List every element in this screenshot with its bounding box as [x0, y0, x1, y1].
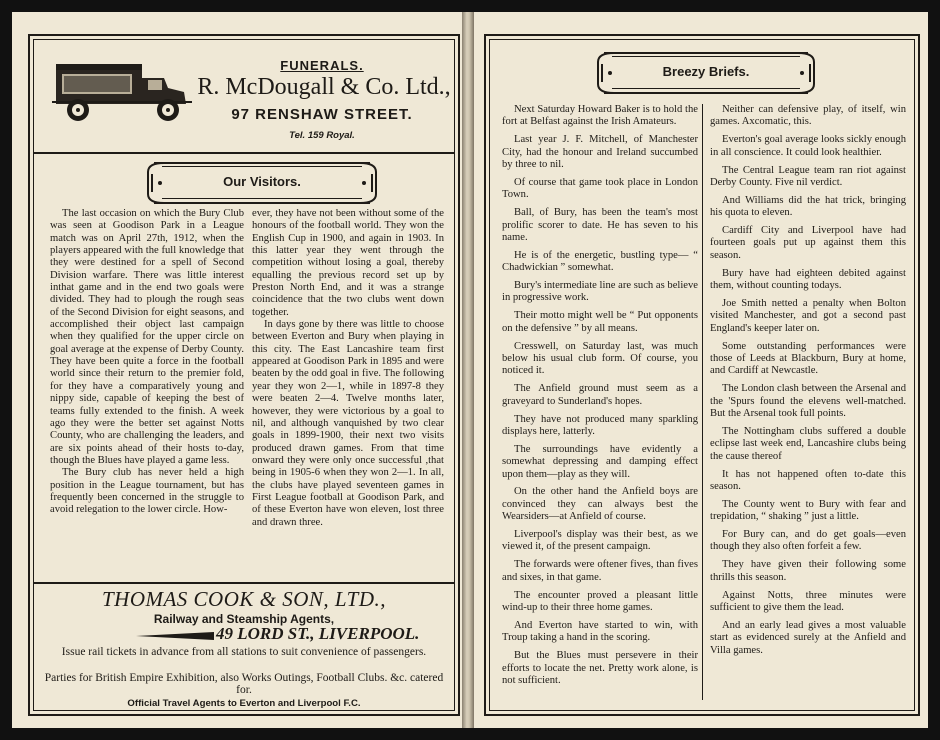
- cook-company: THOMAS COOK & SON, LTD.,: [101, 587, 387, 611]
- our-visitors-banner: [144, 160, 380, 206]
- cook-line-2: Parties for British Empire Exhibition, also Works Outings, Football Clubs. &c. catered for.: [44, 672, 444, 696]
- brief-item: Cardiff City and Liverpool have had fourteen goals put up against them this season.: [710, 225, 906, 261]
- funerals-company: R. McDougall & Co. Ltd.,: [197, 74, 451, 100]
- pennant-icon: [136, 629, 214, 641]
- brief-item: On the other hand the Anfield boys are convinced they can always best the Wearsiders—at Anfield of course.: [502, 486, 698, 523]
- funerals-address: 97 RENSHAW STREET.: [231, 106, 413, 123]
- paragraph: The Bury club has never held a high position in the League tournament, but has frequently been concerned in the struggle to avoid relegation to the lower circle. How-: [50, 467, 244, 516]
- cook-address: 49 LORD ST., LIVERPOOL.: [216, 624, 420, 643]
- brief-item: Joe Smith netted a penalty when Bolton visited Manchester, and got a second past England's keeper later on.: [710, 298, 906, 334]
- brief-item: And an early lead gives a most valuable start as evidenced surely at the Anfield and Villa games.: [710, 619, 906, 656]
- page-gutter: [462, 12, 474, 728]
- brief-item: Ball, of Bury, has been the team's most prolific scorer to date. He has seven to his name.: [502, 207, 698, 243]
- brief-item: The forwards were oftener fives, than fives and sixes, in that game.: [502, 559, 698, 583]
- cook-line-1: Issue rail tickets in advance from all stations to suit convenience of passengers.: [61, 646, 427, 658]
- funerals-tel: Tel. 159 Royal.: [289, 130, 355, 141]
- brief-item: Liverpool's display was their best, as we viewed it, of the present campaign.: [502, 529, 698, 553]
- brief-item: Bury's intermediate line are such as believe in progressive work.: [502, 280, 698, 304]
- column-rule: [702, 104, 703, 700]
- brief-item: The Nottingham clubs suffered a double eclipse last week end, Lancashire clubs being the cause thereof: [710, 425, 906, 462]
- brief-item: Bury have had eighteen debited against them, without counting todays.: [710, 267, 906, 292]
- our-visitors-column-1: [50, 208, 244, 578]
- brief-item: Some outstanding performances were those of Leeds at Blackburn, Bury at home, and Cardiff at Newcastle.: [710, 340, 906, 377]
- brief-item: The London clash between the Arsenal and the 'Spurs found the elevens well-matched. But the Arsenal took full points.: [710, 383, 906, 419]
- ad-divider: [34, 152, 454, 154]
- paragraph: ever, they have not been without some of the honours of the football world. They won the English Cup in 1900, and again in 1903. In this latter year they went through the competition without losing a goal, thereby equalling the previous record set up by Preston North End, and it was a strange coincidence that the two clubs went down together.: [252, 208, 444, 318]
- cook-divider: [34, 582, 454, 584]
- brief-item: The encounter proved a pleasant little wind-up to their three home games.: [502, 589, 698, 613]
- funerals-heading: FUNERALS.: [280, 58, 364, 73]
- brief-item: The surroundings have evidently a somewhat depressing and damping effect upon them—play as they will.: [502, 443, 698, 480]
- brief-item: Last year J. F. Mitchell, of Manchester City, had the honour and Ireland succumbed by three to nil.: [502, 134, 698, 170]
- brief-item: Cresswell, on Saturday last, was much below his usual club form. Of course, you noticed it.: [502, 340, 698, 377]
- brief-item: Their motto might well be “ Put opponents on the defensive ” by all means.: [502, 310, 698, 334]
- brief-item: Next Saturday Howard Baker is to hold the fort at Belfast against the Irish Amateurs.: [502, 104, 698, 128]
- left-page: [12, 12, 462, 728]
- right-page: [474, 12, 928, 728]
- breezy-briefs-title: Breezy Briefs.: [662, 64, 750, 79]
- paragraph: The last occasion on which the Bury Club was seen at Goodison Park in a League match was on April 27th, 1912, when the players appeared with the full knowledge that they were destined for a spell of Second Division warfare. There was little interest inthat game and in the end two goals were divided. They had to plough the rough seas of the Second Division for eight seasons, and accomplished their object last campaign when they qualified for the upper circle on goal average at the expense of Derby County. They have been quite a force in the football world since their return to the premier fold, for they have a comparatively young and nippy side, capable of keeping the best of teams fully extended to the finish. A week ago they were the better set against Notts County, who are challenging the leaders, and are six points ahead of their hosts to-day, though the Blues have played a game less.: [50, 208, 244, 466]
- brief-item: It has not happened often to-date this season.: [710, 468, 906, 492]
- brief-item: Neither can defensive play, of itself, win games. Axcomatic, this.: [710, 104, 906, 128]
- brief-item: They have not produced many sparkling displays here, latterly.: [502, 413, 698, 437]
- cook-line-3: Official Travel Agents to Everton and Liverpool F.C.: [127, 698, 361, 709]
- brief-item: He is of the energetic, bustling type— “ Chadwickian ” somewhat.: [502, 249, 698, 274]
- brief-item: The Central League team ran riot against Derby County. Five nil verdict.: [710, 164, 906, 188]
- hearse-illustration: [52, 58, 192, 128]
- brief-item: And Williams did the hat trick, bringing his quota to eleven.: [710, 194, 906, 219]
- brief-item: Of course that game took place in London Town.: [502, 176, 698, 201]
- brief-item: But the Blues must persevere in their efforts to locate the net. Pretty work alone, is not sufficient.: [502, 650, 698, 686]
- our-visitors-column-2: [252, 208, 444, 578]
- brief-item: The Anfield ground must seem as a graveyard to Sunderland's hopes.: [502, 383, 698, 407]
- brief-item: Against Notts, three minutes were sufficient to give them the lead.: [710, 589, 906, 613]
- brief-item: For Bury can, and do get goals—even though they also often forfeit a few.: [710, 529, 906, 553]
- our-visitors-title: Our Visitors.: [223, 174, 301, 189]
- paragraph: In days gone by there was little to choose between Everton and Bury when playing in this city. The East Lancashire team first appeared at Goodison Park in 1895 and were beaten by the odd goal in five. The following year they won 2—1, while in 1897-8 they were beaten 2—4. Twelve months later, however, they were victorious by a goal to nil, and although vanquished by two clear goals in 1899-1900, their next two visits produced drawn games. From that time onward they were only once successful ,that being in 1905-6 when they won 2—1. In all, the clubs have played seventeen games in First League football at Goodison Park, and of these Everton have won eleven, lost three and drawn three.: [252, 319, 444, 528]
- breezy-briefs-column-1: [502, 104, 698, 704]
- brief-item: The County went to Bury with fear and trepidation, “ shaking ” just a little.: [710, 498, 906, 523]
- breezy-briefs-banner: [594, 50, 818, 96]
- brief-item: They have given their following some thrills this season.: [710, 559, 906, 583]
- brief-item: Everton's goal average looks sickly enough in all conscience. It could look healthier.: [710, 134, 906, 158]
- brief-item: And Everton have started to win, with Troup taking a hand in the scoring.: [502, 619, 698, 644]
- breezy-briefs-column-2: [710, 104, 906, 704]
- cook-agents: Railway and Steamship Agents,: [153, 612, 335, 626]
